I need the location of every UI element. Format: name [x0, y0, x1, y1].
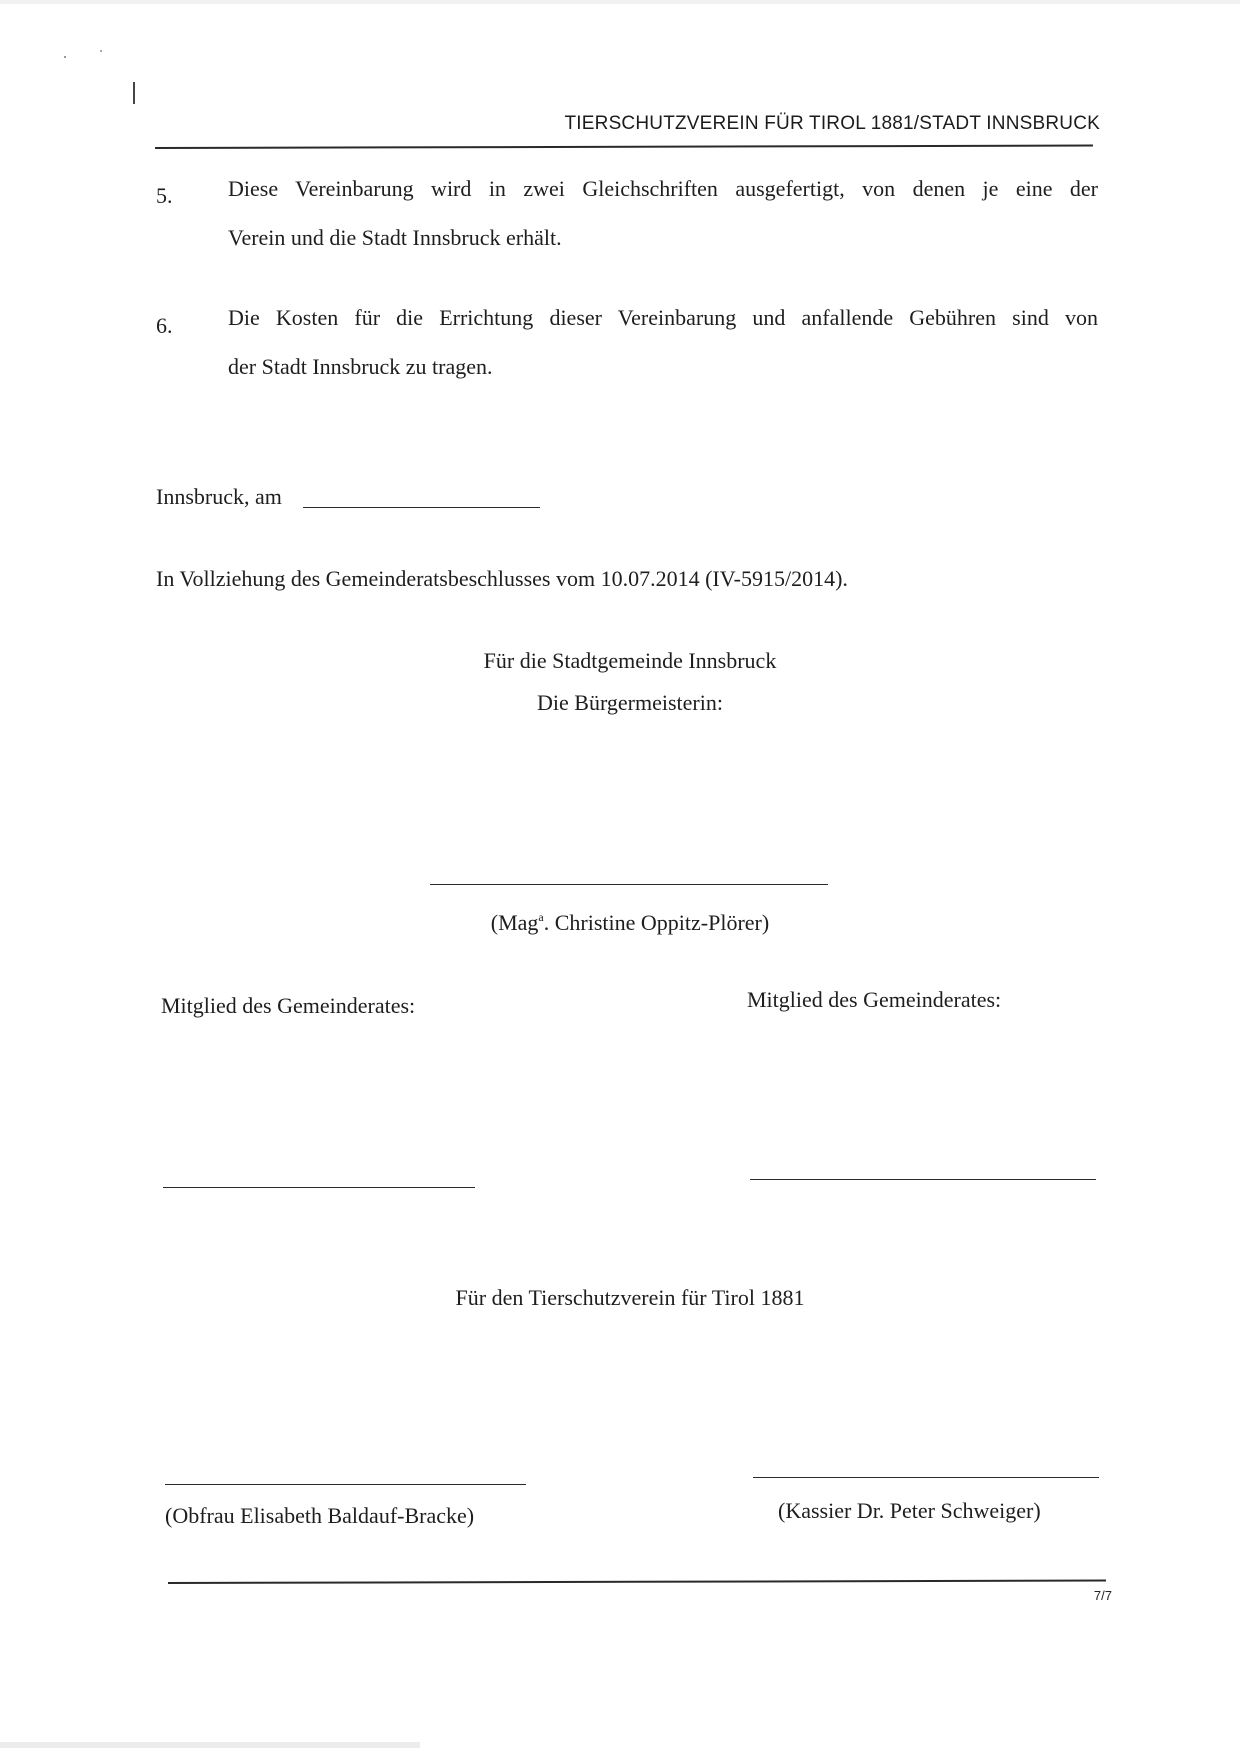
place-date-label: Innsbruck, am [156, 484, 282, 509]
council-member-right-label: Mitglied des Gemeinderates: [747, 987, 1002, 1012]
clause-line: Verein und die Stadt Innsbruck erhält. [228, 225, 562, 250]
date-line [303, 507, 540, 508]
scan-dot [64, 56, 66, 58]
resolution-text: In Vollziehung des Gemeinderatsbeschlusses vom 10.07.2014 (IV-5915/2014). [156, 566, 848, 591]
association-left-name: (Obfrau Elisabeth Baldauf-Bracke) [165, 1503, 475, 1528]
mayor-name-suffix: . Christine Oppitz-Plörer) [543, 910, 770, 935]
clause-text [228, 227, 1098, 249]
clause-line: Die Kosten für die Errichtung dieser Vereinbarung und anfallende Gebühren sind von [228, 305, 1098, 330]
city-role: Die Bürgermeisterin: [537, 690, 723, 715]
footer-rule [168, 1580, 1106, 1584]
clause-number: 5. [156, 183, 173, 208]
clause-line: Diese Vereinbarung wird in zwei Gleichschriften ausgefertigt, von denen je eine der [228, 176, 1098, 201]
scan-bottom-edge [0, 1742, 420, 1748]
scan-dot [100, 50, 102, 52]
mayor-name [380, 912, 880, 934]
header-organization: TIERSCHUTZVEREIN FÜR TIROL 1881/STADT INNSBRUCK [564, 113, 1100, 134]
mayor-signature-line [430, 884, 828, 885]
scan-mark [133, 82, 135, 104]
scan-top-edge [0, 0, 1240, 4]
association-right-signature-line [753, 1477, 1099, 1478]
council-right-signature-line [750, 1179, 1096, 1180]
clause-text [228, 356, 1098, 378]
council-member-left-label: Mitglied des Gemeinderates: [161, 993, 416, 1018]
header-rule [155, 145, 1093, 149]
clause-text [228, 178, 1098, 200]
association-left-signature-line [165, 1484, 526, 1485]
council-left-signature-line [163, 1187, 475, 1188]
city-heading: Für die Stadtgemeinde Innsbruck [483, 648, 777, 673]
page-number: 7/7 [1093, 1588, 1112, 1603]
clause-line: der Stadt Innsbruck zu tragen. [228, 354, 493, 379]
mayor-name-prefix: (Mag [490, 910, 539, 935]
clause-text [228, 307, 1098, 329]
association-heading: Für den Tierschutzverein für Tirol 1881 [455, 1285, 805, 1310]
mayor-name-sup: a [538, 910, 544, 924]
clause-number: 6. [156, 313, 173, 338]
association-right-name: (Kassier Dr. Peter Schweiger) [778, 1498, 1041, 1523]
